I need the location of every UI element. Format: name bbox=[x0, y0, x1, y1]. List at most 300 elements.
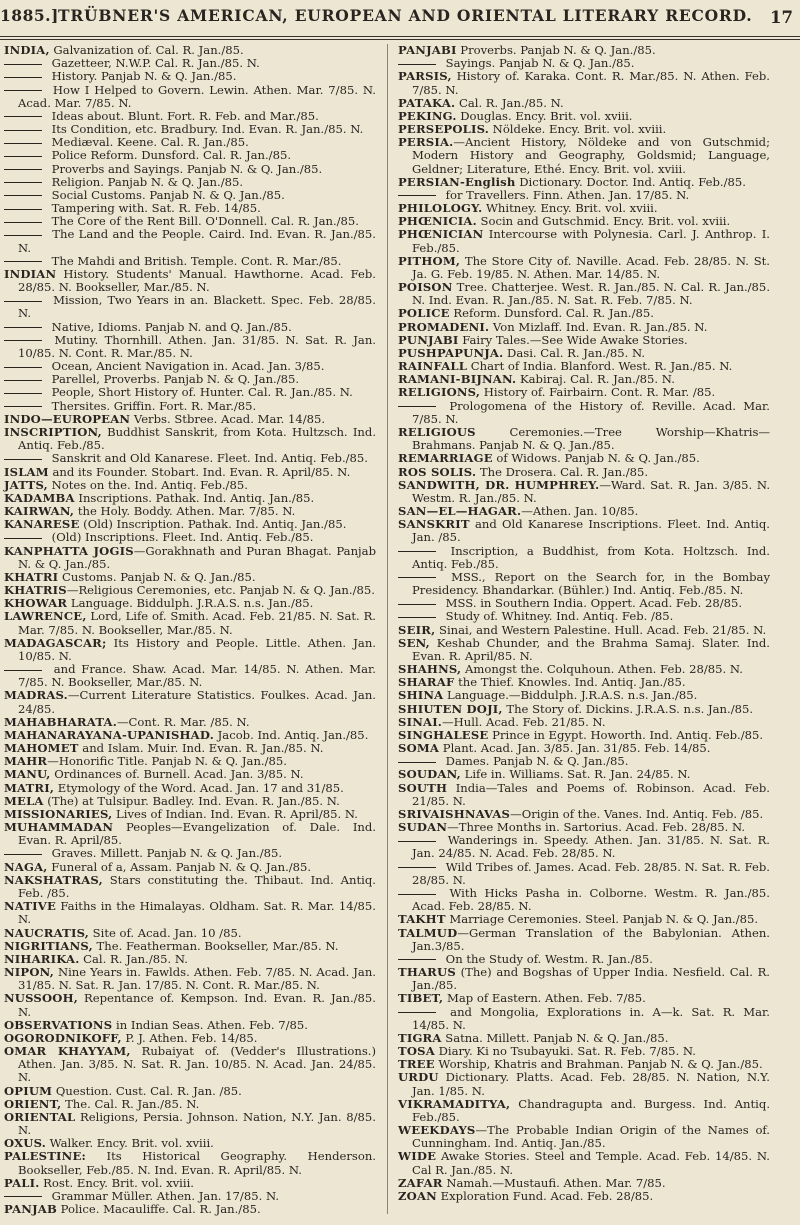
index-entry bbox=[4, 545, 376, 571]
ditto-dash bbox=[398, 617, 436, 618]
header-title: TRÜBNER'S AMERICAN, EUROPEAN AND ORIENTAL LITERARY RECORD. bbox=[58, 6, 753, 25]
entry-text: The Store City of. Naville. Acad. Feb. 28/85. N. St. Ja. G. Feb. 19/85. N. Athen. Mar. 14/85. N. bbox=[412, 253, 770, 281]
entry-text: Satna. Millett. Panjab N. & Q. Jan./85. bbox=[441, 1030, 669, 1045]
entry-text: Customs. Panjab N. & Q. Jan./85. bbox=[58, 569, 256, 584]
entry-text: History of. Fairbairn. Cont. R. Mar. /85. bbox=[480, 385, 716, 400]
entry-text: The Core of the Rent Bill. O'Donnell. Cal. R. Jan./85. bbox=[48, 214, 359, 229]
entry-keyword: INDIAN bbox=[4, 266, 57, 281]
entry-keyword: MATRI, bbox=[4, 780, 55, 795]
entry-keyword: SRIVAISHNAVAS bbox=[398, 806, 511, 821]
ditto-dash bbox=[4, 380, 42, 381]
entry-keyword: SHINA bbox=[398, 688, 444, 703]
index-entry bbox=[398, 1150, 770, 1176]
entry-keyword: SOUTH bbox=[398, 780, 448, 795]
entry-text: —Cont. R. Mar. /85. N. bbox=[116, 714, 250, 729]
entry-keyword: MISSIONARIES, bbox=[4, 806, 113, 821]
entry-text: Etymology of the Word. Acad. Jan. 17 and 31/85. bbox=[54, 780, 344, 795]
entry-text: Buddhist Sanskrit, from Kota. Hultzsch. Ind. Antiq. Feb./85. bbox=[18, 424, 376, 453]
ditto-dash bbox=[4, 195, 42, 196]
index-entry bbox=[4, 334, 376, 360]
entry-keyword: LAWRENCE, bbox=[4, 609, 87, 624]
entry-keyword: VIKRAMADITYA, bbox=[398, 1096, 511, 1111]
ditto-dash bbox=[398, 195, 436, 196]
entry-keyword: NIPON, bbox=[4, 965, 54, 980]
index-entry bbox=[4, 900, 376, 926]
entry-text: Map of Eastern. Athen. Feb. 7/85. bbox=[443, 991, 646, 1006]
entry-keyword: SOMA bbox=[398, 741, 440, 756]
entry-text: The Drosera. Cal. R. Jan./85. bbox=[476, 464, 649, 479]
entry-text: —Current Literature Statistics. Foulkes. Acad. Jan. 24/85. bbox=[18, 688, 376, 716]
entry-keyword: ZAFAR bbox=[398, 1175, 443, 1190]
entry-text: Intercourse with Polynesia. Carl. J. Anthrop. I. Feb./85. bbox=[412, 227, 770, 255]
entry-keyword: RELIGIOUS bbox=[398, 424, 476, 439]
entry-text: and its Founder. Stobart. Ind. Evan. R. April/85. N. bbox=[48, 464, 351, 479]
entry-keyword: SEN, bbox=[398, 635, 430, 650]
entry-text: —Ancient History, Nöldeke and von Gutschmid; Modern History and Geography, Goldsmid; Language, Geldner; Literature, Ethé. Ency. Brit. vol. xviii. bbox=[412, 135, 770, 176]
index-entry bbox=[4, 610, 376, 636]
ditto-dash bbox=[4, 393, 42, 394]
entry-keyword: RAMANI-BIJNAN. bbox=[398, 372, 517, 387]
entry-text: Language. Biddulph. J.R.A.S. n.s. Jan./85. bbox=[67, 596, 314, 611]
index-entry bbox=[398, 1190, 770, 1203]
header-rule bbox=[0, 36, 800, 37]
entry-text: Dictionary. Platts. Acad. Feb. 28/85. N. Nation, N.Y. Jan. 1/85. N. bbox=[412, 1070, 770, 1098]
entry-keyword: WEEKDAYS bbox=[398, 1123, 476, 1138]
entry-text: —Athen. Jan. 10/85. bbox=[521, 504, 639, 519]
entry-text: MSS. in Southern India. Oppert. Acad. Feb. 28/85. bbox=[442, 596, 743, 611]
entry-keyword: PALI. bbox=[4, 1175, 40, 1190]
ditto-dash bbox=[4, 367, 42, 368]
entry-text: (The) and Bogshas of Upper India. Nesfield. Cal. R. Jan./85. bbox=[412, 965, 770, 993]
entry-keyword: MAHANARAYANA-UPANISHAD. bbox=[4, 727, 214, 742]
entry-keyword: MELA bbox=[4, 793, 44, 808]
ditto-dash bbox=[4, 854, 42, 855]
entry-text: Site of. Acad. Jan. 10 /85. bbox=[88, 925, 242, 940]
entry-text: P. J. Athen. Feb. 14/85. bbox=[121, 1030, 258, 1045]
entry-text: —Origin of the. Vanes. Ind. Antiq. Feb. /85. bbox=[510, 806, 764, 821]
entry-text: Inscription, a Buddhist, from Kota. Holtzsch. Ind. Antiq. Feb./85. bbox=[412, 543, 770, 571]
index-entry bbox=[398, 479, 770, 505]
index-entry bbox=[398, 1071, 770, 1097]
index-entry bbox=[4, 268, 376, 294]
entry-text: Language.—Biddulph. J.R.A.S. n.s. Jan./85. bbox=[443, 688, 698, 703]
index-entry bbox=[398, 782, 770, 808]
ditto-dash bbox=[4, 156, 42, 157]
entry-keyword: TIBET, bbox=[398, 991, 444, 1006]
entry-text: Rost. Ency. Brit. vol. xviii. bbox=[39, 1175, 194, 1190]
ditto-dash bbox=[398, 406, 436, 407]
entry-keyword: KHOWAR bbox=[4, 596, 68, 611]
entry-text: The Mahdi and British. Temple. Cont. R. Mar./85. bbox=[48, 253, 342, 268]
entry-keyword: PITHOM, bbox=[398, 253, 461, 268]
index-entry bbox=[4, 637, 376, 663]
entry-text: —Honorific Title. Panjab N. & Q. Jan./85. bbox=[47, 754, 287, 769]
entry-text: Dasi. Cal. R. Jan./85. N. bbox=[503, 345, 646, 360]
entry-text: the Holy. Boddy. Athen. Mar. 7/85. N. bbox=[74, 504, 296, 519]
entry-keyword: KAIRWAN, bbox=[4, 504, 75, 519]
entry-keyword: PUNJABI bbox=[398, 332, 459, 347]
entry-text: and Islam. Muir. Ind. Evan. R. Jan./85. N. bbox=[78, 741, 324, 756]
entry-text: Amongst the. Colquhoun. Athen. Feb. 28/85. N. bbox=[461, 662, 743, 677]
entry-text: Awake Stories. Steel and Temple. Acad. Feb. 14/85. N. Cal R. Jan./85. N. bbox=[412, 1149, 770, 1177]
ditto-dash bbox=[4, 301, 42, 302]
ditto-dash bbox=[4, 235, 42, 236]
entry-text: of Widows. Panjab N. & Q. Jan./85. bbox=[492, 451, 700, 466]
entry-text: Wanderings in. Speedy. Athen. Jan. 31/85. N. Sat. R. Jan. 24/85. N. Acad. Feb. 28/85. N. bbox=[412, 833, 770, 861]
entry-text: and France. Shaw. Acad. Mar. 14/85. N. Athen. Mar. 7/85. N. Bookseller, Mar./85. N. bbox=[18, 662, 376, 690]
entry-text: Cal. R. Jan./85. N. bbox=[79, 951, 188, 966]
entry-text: MSS., Report on the Search for, in the Bombay Presidency. Bhandarkar. (Bühler.) Ind. Antiq. Feb./85. N. bbox=[412, 569, 770, 598]
entry-keyword: SUDAN bbox=[398, 820, 448, 835]
index-entry bbox=[398, 861, 770, 887]
entry-text: Ceremonies.—Tree Worship—Khatris—Brahmans. Panjab N. & Q. Jan./85. bbox=[412, 424, 770, 453]
ditto-dash bbox=[398, 894, 436, 895]
entry-text: —Ward. Sat. R. Jan. 3/85. N. Westm. R. Jan./85. N. bbox=[412, 477, 771, 505]
index-entry bbox=[398, 518, 770, 544]
entry-keyword: ORIENTAL bbox=[4, 1109, 76, 1124]
index-entry bbox=[398, 255, 770, 281]
entry-keyword: REMARRIAGE bbox=[398, 451, 493, 466]
entry-text: Exploration Fund. Acad. Feb. 28/85. bbox=[436, 1188, 654, 1203]
header-rule-secondary bbox=[0, 39, 800, 40]
entry-keyword: POISON bbox=[398, 280, 453, 295]
entry-keyword: SOUDAN, bbox=[398, 767, 461, 782]
ditto-dash bbox=[4, 90, 42, 91]
index-entry bbox=[398, 571, 770, 597]
entry-text: and Mongolia, Explorations in. A—k. Sat. R. Mar. 14/85. N. bbox=[412, 1004, 770, 1032]
entry-text: —Three Months in. Sartorius. Acad. Feb. 28/85. N. bbox=[447, 820, 746, 835]
entry-keyword: INDO—EUROPEAN bbox=[4, 411, 131, 426]
ditto-dash bbox=[4, 169, 42, 170]
entry-keyword: INDIA, bbox=[4, 43, 50, 57]
entry-text: —Gorakhnath and Puran Bhagat. Panjab N. & Q. Jan./85. bbox=[18, 543, 376, 571]
entry-keyword: SANDWITH, DR. HUMPHREY. bbox=[398, 477, 600, 492]
entry-text: Rubaiyat of. (Vedder's Illustrations.) Athen. Jan. 3/85. N. Sat. R. Jan. 10/85. N. Acad. Jan. 24/85. N. bbox=[18, 1044, 377, 1085]
index-entry bbox=[4, 1045, 376, 1085]
index-entry bbox=[398, 281, 770, 307]
right-column bbox=[398, 44, 770, 1203]
page-header bbox=[0, 0, 800, 40]
entry-text: Dictionary. Doctor. Ind. Antiq. Feb./85. bbox=[515, 174, 746, 189]
entry-keyword: MANU, bbox=[4, 767, 51, 782]
entry-keyword: KADAMBA bbox=[4, 490, 75, 505]
entry-keyword: PUSHPAPUNJA. bbox=[398, 345, 504, 360]
index-entry bbox=[398, 1006, 770, 1032]
entry-keyword: ISLAM bbox=[4, 464, 49, 479]
entry-text: Plant. Acad. Jan. 3/85. Jan. 31/85. Feb. 14/85. bbox=[439, 741, 711, 756]
index-entry bbox=[4, 663, 376, 689]
entry-keyword: MAHABHARATA. bbox=[4, 714, 117, 729]
header-year: 1885.] bbox=[0, 6, 59, 25]
ditto-dash bbox=[4, 261, 42, 262]
entry-text: the Thief. Knowles. Ind. Antiq. Jan./85. bbox=[454, 675, 686, 690]
ditto-dash bbox=[4, 182, 42, 183]
index-entry bbox=[398, 1098, 770, 1124]
entry-text: Life in. Williams. Sat. R. Jan. 24/85. N. bbox=[460, 767, 691, 782]
index-entry bbox=[4, 84, 376, 110]
entry-text: Mission, Two Years in an. Blackett. Spec. Feb. 28/85. N. bbox=[18, 293, 376, 321]
entry-text: Reform. Dunsford. Cal. R. Jan./85. bbox=[449, 306, 654, 321]
entry-text: The. Featherman. Bookseller, Mar./85. N. bbox=[92, 938, 339, 953]
entry-keyword: PANJABI bbox=[398, 43, 457, 57]
ditto-dash bbox=[4, 406, 42, 407]
ditto-dash bbox=[4, 64, 42, 65]
ditto-dash bbox=[4, 670, 42, 671]
entry-keyword: PERSEPOLIS. bbox=[398, 122, 489, 137]
index-entry bbox=[4, 689, 376, 715]
entry-text: Its History and People. Little. Athen. Jan. 10/85. N. bbox=[18, 635, 376, 663]
index-entry bbox=[4, 821, 376, 847]
index-entry bbox=[398, 545, 770, 571]
entry-keyword: WIDE bbox=[398, 1149, 437, 1164]
entry-text: History. Students' Manual. Hawthorne. Acad. Feb. 28/85. N. Bookseller, Mar./85. N. bbox=[18, 266, 376, 295]
entry-text: Peoples—Evangelization of. Dale. Ind. Evan. R. April/85. bbox=[18, 820, 376, 848]
entry-keyword: THARUS bbox=[398, 965, 456, 980]
entry-text: —The Probable Indian Origin of the Names of. Cunningham. Ind. Antiq. Jan./85. bbox=[412, 1123, 770, 1151]
entry-text: Wild Tribes of. James. Acad. Feb. 28/85. N. Sat. R. Feb. 28/85. N. bbox=[412, 859, 770, 887]
ditto-dash bbox=[4, 130, 42, 131]
entry-text: Sinai, and Western Palestine. Hull. Acad. Feb. 21/85. N. bbox=[435, 622, 767, 637]
entry-keyword: KANARESE bbox=[4, 517, 80, 532]
entry-keyword: PANJAB bbox=[4, 1202, 57, 1217]
index-entry bbox=[4, 1203, 376, 1216]
entry-text: Tampering with. Sat. R. Feb. 14/85. bbox=[48, 201, 261, 216]
entry-text: India—Tales and Poems of. Robinson. Acad. Feb. 21/85. N. bbox=[412, 780, 770, 808]
entry-text: Police. Macauliffe. Cal. R. Jan./85. bbox=[56, 1202, 261, 1217]
entry-keyword: SHIUTEN DOJI, bbox=[398, 701, 503, 716]
entry-keyword: OGORODNIKOFF, bbox=[4, 1030, 122, 1045]
ditto-dash bbox=[4, 459, 42, 460]
entry-keyword: SHARAF bbox=[398, 675, 455, 690]
entry-keyword: SINAI. bbox=[398, 714, 443, 729]
header-page-number: 17 bbox=[770, 8, 793, 27]
entry-text: Mutiny. Thornhill. Athen. Jan. 31/85. N. Sat. R. Jan. 10/85. N. Cont. R. Mar./85. N. bbox=[18, 332, 376, 360]
column-divider bbox=[387, 44, 388, 1214]
entry-keyword: KANPHATTA JOGIS bbox=[4, 543, 134, 558]
index-entry bbox=[398, 228, 770, 254]
entry-text: Jacob. Ind. Antiq. Jan./85. bbox=[213, 727, 369, 742]
entry-keyword: PEKING. bbox=[398, 108, 457, 123]
entry-keyword: PHŒNICIAN bbox=[398, 227, 484, 242]
entry-text: Galvanization of. Cal. R. Jan./85. bbox=[49, 43, 244, 57]
index-entry bbox=[4, 228, 376, 254]
ditto-dash bbox=[4, 209, 42, 210]
entry-text: Ocean, Ancient Navigation in. Acad. Jan. 3/85. bbox=[48, 359, 325, 374]
ditto-dash bbox=[4, 327, 42, 328]
ditto-dash bbox=[4, 77, 42, 78]
entry-text: Graves. Millett. Panjab N. & Q. Jan./85. bbox=[48, 846, 283, 861]
entry-text: Stars constituting the. Thibaut. Ind. Antiq. Feb. /85. bbox=[18, 872, 376, 900]
index-entry bbox=[398, 966, 770, 992]
entry-text: Sanskrit and Old Kanarese. Fleet. Ind. Antiq. Feb./85. bbox=[48, 451, 368, 466]
entry-keyword: NAKSHATRAS, bbox=[4, 872, 103, 887]
entry-keyword: KHATRI bbox=[4, 569, 59, 584]
entry-text: Tree. Chatterjee. West. R. Jan./85. N. Cal. R. Jan./85. N. Ind. Evan. R. Jan./85. N. Sat. R. Feb. 7/85. N. bbox=[412, 280, 770, 308]
index-entry bbox=[398, 70, 770, 96]
entry-keyword: SANSKRIT bbox=[398, 517, 470, 532]
entry-text: Notes on the. Ind. Antiq. Feb./85. bbox=[47, 477, 248, 492]
entry-text: —Religious Ceremonies, etc. Panjab N. & Q. Jan./85. bbox=[66, 583, 375, 598]
entry-keyword: TIGRA bbox=[398, 1030, 442, 1045]
entry-text: The Land and the People. Caird. Ind. Evan. R. Jan./85. N. bbox=[18, 227, 376, 255]
entry-keyword: KHATRIS bbox=[4, 583, 67, 598]
entry-text: Repentance of. Kempson. Ind. Evan. R. Jan./85. N. bbox=[18, 991, 376, 1019]
entry-keyword: MADRAS. bbox=[4, 688, 68, 703]
entry-text: Its Historical Geography. Henderson. Bookseller, Feb./85. N. Ind. Evan. R. April/85. N. bbox=[18, 1149, 376, 1177]
entry-text: Socin and Gutschmid. Ency. Brit. vol. xviii. bbox=[476, 214, 731, 229]
entry-keyword: NATIVE bbox=[4, 899, 57, 914]
entry-keyword: RAINFALL bbox=[398, 359, 468, 374]
entry-text: History. Panjab N. & Q. Jan./85. bbox=[48, 69, 237, 84]
ditto-dash bbox=[398, 551, 436, 552]
index-entry bbox=[398, 637, 770, 663]
ditto-dash bbox=[398, 762, 436, 763]
entry-text: Whitney. Ency. Brit. vol. xviii. bbox=[482, 201, 658, 216]
entry-keyword: POLICE bbox=[398, 306, 450, 321]
entry-text: Cal. R. Jan./85. N. bbox=[455, 95, 564, 110]
entry-text: People, Short History of. Hunter. Cal. R. Jan./85. N. bbox=[48, 385, 353, 400]
entry-text: Thersites. Griffin. Fort. R. Mar./85. bbox=[48, 398, 257, 413]
entry-text: Von Mizlaff. Ind. Evan. R. Jan./85. N. bbox=[489, 319, 708, 334]
entry-keyword: PARSIS, bbox=[398, 69, 452, 84]
entry-text: Parellel, Proverbs. Panjab N. & Q. Jan./85. bbox=[48, 372, 300, 387]
entry-text: The Story of. Dickins. J.R.A.S. n.s. Jan./85. bbox=[502, 701, 754, 716]
left-column bbox=[4, 44, 376, 1216]
entry-text: Grammar Müller. Athen. Jan. 17/85. N. bbox=[48, 1188, 280, 1203]
entry-text: (Old) Inscriptions. Fleet. Ind. Antiq. Feb./85. bbox=[48, 530, 314, 545]
entry-text: Mediæval. Keene. Cal. R. Jan./85. bbox=[48, 135, 249, 150]
entry-keyword: NUSSOOH, bbox=[4, 991, 78, 1006]
ditto-dash bbox=[4, 538, 42, 539]
entry-text: Faiths in the Himalayas. Oldham. Sat. R. Mar. 14/85. N. bbox=[18, 899, 376, 927]
entry-text: Dames. Panjab N. & Q. Jan./85. bbox=[442, 754, 629, 769]
entry-text: Chart of India. Blanford. West. R. Jan./85. N. bbox=[467, 359, 733, 374]
entry-keyword: PROMADENI. bbox=[398, 319, 490, 334]
entry-keyword: INSCRIPTION, bbox=[4, 424, 102, 439]
entry-keyword: JATTS, bbox=[4, 477, 48, 492]
index-entry bbox=[398, 426, 770, 452]
ditto-dash bbox=[398, 604, 436, 605]
entry-text: Verbs. Stbree. Acad. Mar. 14/85. bbox=[130, 411, 326, 426]
entry-text: Inscriptions. Pathak. Ind. Antiq. Jan./85. bbox=[74, 490, 315, 505]
entry-text: Nine Years in. Fawlds. Athen. Feb. 7/85. N. Acad. Jan. 31/85. N. Sat. R. Jan. 17/85. N. Cont. R. Mar./85. N. bbox=[18, 965, 376, 993]
entry-keyword: SAN—EL—HAGAR. bbox=[398, 504, 522, 519]
ditto-dash bbox=[4, 143, 42, 144]
entry-text: Gazetteer, N.W.P. Cal. R. Jan./85. N. bbox=[48, 56, 260, 71]
index-entry bbox=[398, 1124, 770, 1150]
ditto-dash bbox=[398, 64, 436, 65]
entry-text: Keshab Chunder, and the Brahma Samaj. Slater. Ind. Evan. R. April/85. N. bbox=[412, 635, 770, 663]
entry-keyword: TREE bbox=[398, 1057, 435, 1072]
entry-text: Study of. Whitney. Ind. Antiq. Feb. /85. bbox=[442, 609, 674, 624]
ditto-dash bbox=[398, 867, 436, 868]
entry-text: With Hicks Pasha in. Colborne. Westm. R. Jan./85. Acad. Feb. 28/85. N. bbox=[412, 886, 770, 914]
ditto-dash bbox=[4, 116, 42, 117]
entry-keyword: PHILOLOGY. bbox=[398, 201, 483, 216]
entry-keyword: MAHOMET bbox=[4, 741, 79, 756]
entry-text: —German Translation of the Babylonian. Athen. Jan.3/85. bbox=[412, 925, 770, 953]
entry-keyword: PATAKA. bbox=[398, 95, 456, 110]
entry-text: Social Customs. Panjab N. & Q. Jan./85. bbox=[48, 187, 285, 202]
entry-text: (Old) Inscription. Pathak. Ind. Antiq. Jan./85. bbox=[79, 517, 347, 532]
index-entry bbox=[4, 992, 376, 1018]
entry-keyword: SEIR, bbox=[398, 622, 436, 637]
ditto-dash bbox=[4, 222, 42, 223]
entry-text: Douglas. Ency. Brit. vol. xviii. bbox=[456, 108, 633, 123]
index-entry bbox=[4, 966, 376, 992]
entry-text: Sayings. Panjab N. & Q. Jan./85. bbox=[442, 56, 635, 71]
entry-text: Lives of Indian. Ind. Evan. R. April/85. N. bbox=[112, 806, 358, 821]
entry-text: Nöldeke. Ency. Brit. vol. xviii. bbox=[489, 122, 667, 137]
entry-keyword: SINGHALESE bbox=[398, 727, 489, 742]
entry-keyword: TOSA bbox=[398, 1044, 435, 1059]
entry-keyword: ORIENT, bbox=[4, 1096, 62, 1111]
entry-text: and Old Kanarese Inscriptions. Fleet. Ind. Antiq. Jan. /85. bbox=[412, 517, 770, 545]
entry-text: Religions, Persia. Johnson. Nation, N.Y. Jan. 8/85. N. bbox=[18, 1109, 376, 1138]
entry-text: (The) at Tulsipur. Badley. Ind. Evan. R. Jan./85. N. bbox=[43, 793, 340, 808]
entry-text: How I Helped to Govern. Lewin. Athen. Mar. 7/85. N. Acad. Mar. 7/85. N. bbox=[18, 82, 376, 110]
entry-text: Police Reform. Dunsford. Cal. R. Jan./85. bbox=[48, 148, 292, 163]
entry-keyword: SHAHNS, bbox=[398, 662, 462, 677]
entry-keyword: MADAGASCAR; bbox=[4, 635, 107, 650]
entry-text: for Travellers. Finn. Athen. Jan. 17/85. N. bbox=[442, 187, 690, 202]
entry-text: Question. Cust. Cal. R. Jan. /85. bbox=[52, 1083, 242, 1098]
entry-text: Ideas about. Blunt. Fort. R. Feb. and Mar./85. bbox=[48, 108, 319, 123]
index-entry bbox=[398, 136, 770, 176]
entry-keyword: OPIUM bbox=[4, 1083, 53, 1098]
entry-text: Diary. Ki no Tsubayuki. Sat. R. Feb. 7/85. N. bbox=[434, 1044, 696, 1059]
entry-text: Prince in Egypt. Howorth. Ind. Antiq. Feb./85. bbox=[488, 727, 764, 742]
entry-keyword: OBSERVATIONS bbox=[4, 1017, 113, 1032]
entry-keyword: OXUS. bbox=[4, 1136, 46, 1151]
entry-text: Prologomena of the History of. Reville. Acad. Mar. 7/85. N. bbox=[412, 398, 770, 426]
entry-text: Chandragupta and. Burgess. Ind. Antiq. Feb./85. bbox=[412, 1096, 770, 1124]
entry-keyword: TALMUD bbox=[398, 925, 458, 940]
index-entry bbox=[398, 834, 770, 860]
entry-text: Kabiraj. Cal. R. Jan./85. N. bbox=[516, 372, 675, 387]
entry-text: Namah.—Mustaufi. Athen. Mar. 7/85. bbox=[442, 1175, 666, 1190]
entry-text: Proverbs. Panjab N. & Q. Jan./85. bbox=[456, 43, 656, 57]
ditto-dash bbox=[4, 1196, 42, 1197]
entry-keyword: MAHR bbox=[4, 754, 48, 769]
ditto-dash bbox=[398, 841, 436, 842]
entry-text: Walker. Ency. Brit. vol. xviii. bbox=[46, 1136, 214, 1151]
entry-text: Funeral of a, Assam. Panjab N. & Q. Jan./85. bbox=[47, 859, 312, 874]
ditto-dash bbox=[398, 577, 436, 578]
entry-keyword: ZOAN bbox=[398, 1188, 437, 1203]
index-entry bbox=[4, 426, 376, 452]
ditto-dash bbox=[4, 340, 42, 341]
entry-text: Its Condition, etc. Bradbury. Ind. Evan. R. Jan./85. N. bbox=[48, 122, 364, 137]
entry-text: The. Cal. R. Jan./85. N. bbox=[61, 1096, 200, 1111]
entry-text: in Indian Seas. Athen. Feb. 7/85. bbox=[112, 1017, 308, 1032]
entry-keyword: ROS SOLIS. bbox=[398, 464, 477, 479]
entry-keyword: TAKHT bbox=[398, 912, 446, 927]
entry-text: History of. Karaka. Cont. R. Mar./85. N. Athen. Feb. 7/85. N. bbox=[412, 69, 770, 97]
entry-text: Lord, Life of. Smith. Acad. Feb. 21/85. N. Sat. R. Mar. 7/85. N. Bookseller, Mar./85. N. bbox=[18, 609, 376, 637]
index-entry bbox=[4, 874, 376, 900]
entry-keyword: NIHARIKA. bbox=[4, 951, 80, 966]
entry-keyword: PALESTINE: bbox=[4, 1149, 86, 1164]
entry-keyword: RELIGIONS, bbox=[398, 385, 481, 400]
entry-keyword: PERSIA. bbox=[398, 135, 454, 150]
entry-keyword: NAGA, bbox=[4, 859, 48, 874]
index-entry bbox=[398, 927, 770, 953]
entry-keyword: URDU bbox=[398, 1070, 439, 1085]
entry-keyword: NIGRITIANS, bbox=[4, 938, 93, 953]
entry-keyword: OMAR KHAYYAM, bbox=[4, 1044, 131, 1059]
entry-keyword: PERSIAN-English bbox=[398, 174, 516, 189]
